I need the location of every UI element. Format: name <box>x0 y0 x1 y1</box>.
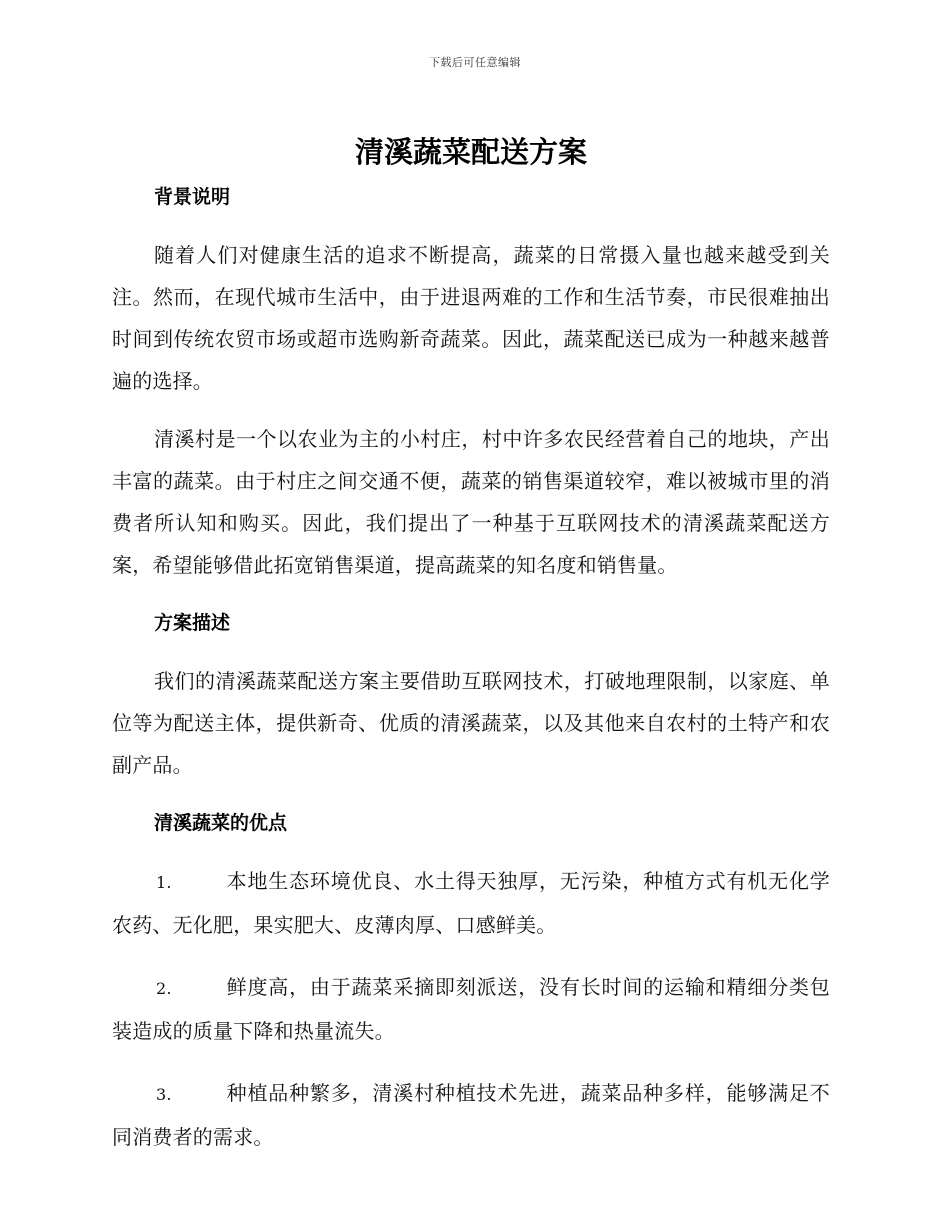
paragraph-background-2: 清溪村是一个以农业为主的小村庄，村中许多农民经营着自己的地块，产出丰富的蔬菜。由于村庄之间交通不便，蔬菜的销售渠道较窄，难以被城市里的消费者所认知和购买。因此，我们提出了一种基于互联网技术的清溪蔬菜配送方案，希望能够借此拓宽销售渠道，提高蔬菜的知名度和销售量。 <box>112 427 830 577</box>
list-number: 2. <box>156 979 172 998</box>
list-item <box>112 966 830 1052</box>
section-heading-background: 背景说明 <box>154 186 231 208</box>
list-number: 3. <box>156 1085 172 1104</box>
section-heading-advantages: 清溪蔬菜的优点 <box>154 812 288 834</box>
document-title: 清溪蔬菜配送方案 <box>354 135 587 169</box>
list-item-text: 本地生态环境优良、水土得天独厚，无污染，种植方式有机无化学农药、无化肥，果实肥大、皮薄肉厚、口感鲜美。 <box>112 869 830 937</box>
list-item <box>112 1072 830 1158</box>
list-item <box>112 860 830 946</box>
header-note: 下载后可任意编辑 <box>429 56 521 69</box>
section-heading-plan: 方案描述 <box>154 612 231 634</box>
paragraph-background-1: 随着人们对健康生活的追求不断提高，蔬菜的日常摄入量也越来越受到关注。然而，在现代城市生活中，由于进退两难的工作和生活节奏，市民很难抽出时间到传统农贸市场或超市选购新奇蔬菜。因此，蔬菜配送已成为一种越来越普遍的选择。 <box>112 243 830 393</box>
list-item-text: 鲜度高，由于蔬菜采摘即刻派送，没有长时间的运输和精细分类包装造成的质量下降和热量流失。 <box>112 975 830 1043</box>
list-item-text: 种植品种繁多，清溪村种植技术先进，蔬菜品种多样，能够满足不同消费者的需求。 <box>112 1081 830 1149</box>
list-number: 1. <box>156 873 172 892</box>
paragraph-plan-1: 我们的清溪蔬菜配送方案主要借助互联网技术，打破地理限制，以家庭、单位等为配送主体，提供新奇、优质的清溪蔬菜，以及其他来自农村的土特产和农副产品。 <box>112 669 830 777</box>
document-body <box>112 128 830 1158</box>
